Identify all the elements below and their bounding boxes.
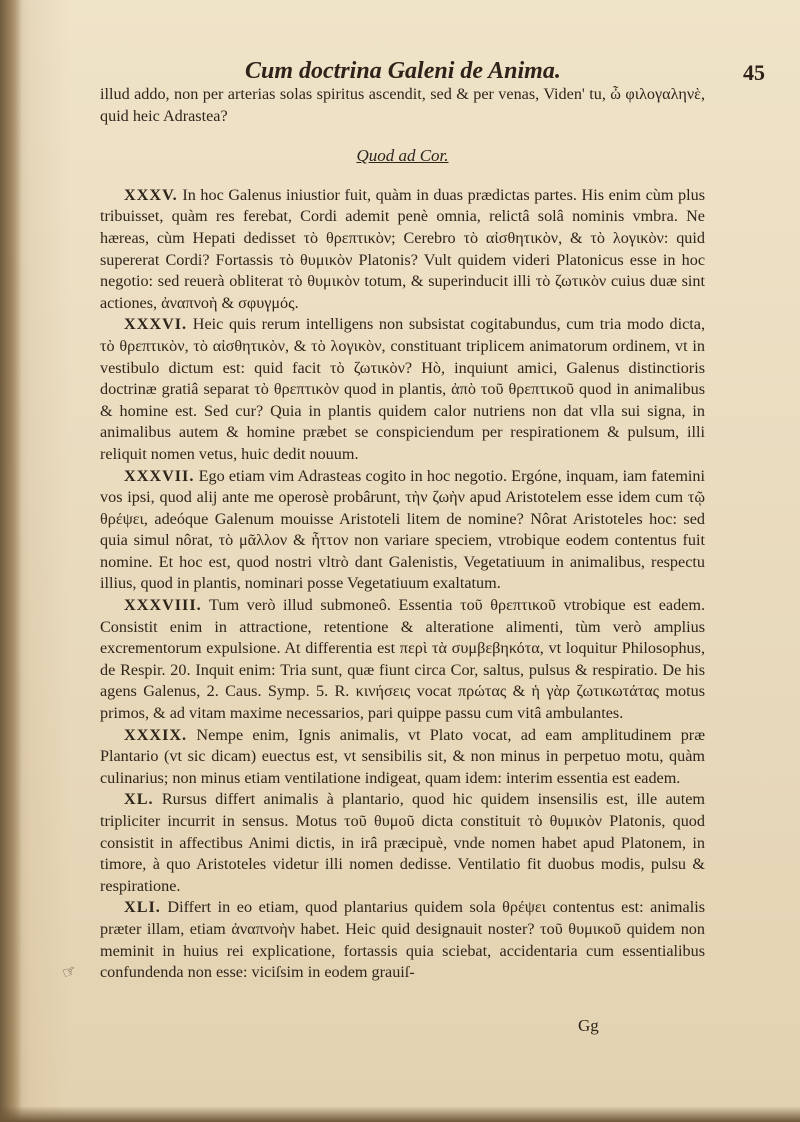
paragraph-text: Rursus differt animalis à plantario, quod hic quidem insensilis est, ille autem tripliciter incurrit in sensus. Motus τοῦ θυμοῦ dicta constituit τὸ θυμικὸν Platonis, quod consistit in affectibus Animi dictis, in irâ præcipuè, vnde nomen habet apud Platonem, in timore, à quo Aristoteles videtur illi nomen dedisse. Ventilatio fit duobus modis, pulsu & respiratione. [100, 790, 705, 895]
binding-gutter [0, 0, 22, 1122]
page-number: 45 [743, 60, 765, 85]
catchword: Gg [578, 1016, 599, 1035]
paragraph-text: Tum verò illud submoneô. Essentia τοῦ θρεπτικοῦ vtrobique est eadem. Consistit enim in attractione, retentione & alteratione alimenti, tùm verò amplius excrementorum expulsione. At differentia est περὶ τὰ συμβεβηκότα, vt loquitur Philosophus, de Respir. 20. Inquit enim: Tria sunt, quæ fiunt circa Cor, saltus, pulsus & respiratio. De his agens Galenus, 2. Caus. Symp. 5. R. κινήσεις vocat πρώτας & ἡ γὰρ ζωτικωτάτας motus primos, & ad vitam maxime necessarios, pari quippe passu cum vitâ ambulantes. [100, 596, 705, 723]
running-head: Cum doctrina Galeni de Anima. [245, 58, 561, 84]
paragraph-36 [100, 314, 705, 465]
paragraph-number: XXXV. [124, 185, 178, 204]
marginal-pointer-mark: ☞ [59, 960, 80, 983]
paragraph-text: Ego etiam vim Adrasteas cogito in hoc negotio. Ergóne, inquam, iam fatemini vos ipsi, quod alij ante me operosè probârunt, τὴν ζωὴν apud Aristotelem esse idem cum τῷ θρέψει, adeóque Galenum mouisse Aristoteli litem de nomine? Nôrat Aristoteles hoc: sed quia simul nôrat, τὸ μᾶλλον & ἧττον non variare speciem, vtrobique eodem contentus fuit nomine. Et hoc est, quod nostri vltrò dant Galenistis, Vegetatiuum in animalibus, respectu illius, quod in plantis, nominari posse Vegetatiuum exaltatum. [100, 466, 706, 593]
paragraph-37 [100, 466, 705, 596]
paragraph-number: XL. [124, 790, 154, 809]
intro-paragraph: illud addo, non per arterias solas spiritus ascendit, sed & per venas, Viden' tu, ὦ φιλογαληνὲ, quid heic Adrastea? [100, 85, 705, 125]
page-bottom-edge [0, 1106, 800, 1122]
paragraph-text: Heic quis rerum intelligens non subsistat cogitabundus, cum tria modo dicta, τὸ θρεπτικὸν, τὸ αἰσθητικὸν, & τὸ λογικὸν, constituant triplicem animatorum ordinem, vt in vestibulo dictum est: quid facit τὸ ζωτικὸν? Hò, inquiunt amici, Galenus distinctioris doctrinæ gratiâ separat τὸ θρεπτικὸν quod in plantis, ἀπὸ τοῦ θρεπτικοῦ quod in animalibus & homine est. Sed cur? Quia in plantis quidem calor nutriens non dat vlla sui signa, in animalibus autem & homine præbet se conspiciendum per respirationem & pulsum, illi reliquit nomen vetus, huic dedit nouum. [100, 315, 706, 463]
paragraph-39 [100, 725, 705, 790]
paragraph-38 [100, 595, 705, 725]
paragraph-number: XXXVIII. [124, 596, 202, 615]
section-heading: Quod ad Cor. [356, 146, 449, 166]
paragraph-35 [100, 185, 705, 315]
paragraph-41 [100, 897, 705, 983]
body-text [100, 84, 705, 984]
paragraph-40 [100, 789, 705, 897]
paragraph-number: XXXIX. [124, 725, 188, 744]
paragraph-text: In hoc Galenus iniustior fuit, quàm in duas prædictas partes. His enim cùm plus tribuisset, quàm res ferebat, Cordi ademit penè omnia, relictâ solâ nominis vmbra. Ne hæreas, cùm Hepati dedisset τὸ θρεπτικὸν; Cerebro τὸ αἰσθητικὸν, & τὸ λογικὸν: quid supererat Cordi? Fortassis τὸ θυμικὸν Platonis? Vult quidem videri Platonicus esse in hoc negotio: sed reuerà obliterat τὸ θυμικὸν totum, & superinducit illi τὸ ζωτικὸν cuius duæ sint actiones, ἀναπνοὴ & σφυγμός. [100, 185, 706, 312]
paragraph-number: XXXVI. [124, 315, 188, 334]
paragraph-number: XLI. [124, 898, 161, 917]
paragraph-text: Nempe enim, Ignis animalis, vt Plato vocat, ad eam amplitudinem præ Plantario (vt sic dicam) euectus est, vt sensibilis sit, & non minus in perpetuo motu, quàm culinarius; non minus etiam ventilatione indigeat, quam idem: interim essentia est eadem. [100, 725, 705, 787]
paragraph-number: XXXVII. [124, 466, 195, 485]
paragraph-text: Differt in eo etiam, quod plantarius quidem sola θρέψει contentus est: animalis præter illam, etiam ἀναπνοὴν habet. Heic quid designauit noster? τοῦ θυμικοῦ quidem non meminit in huius rei explicatione, fortassis quia sciebat, accidentaria cum essentialibus confundenda non esse: viciſsim in eodem grauiſ- [100, 898, 706, 982]
